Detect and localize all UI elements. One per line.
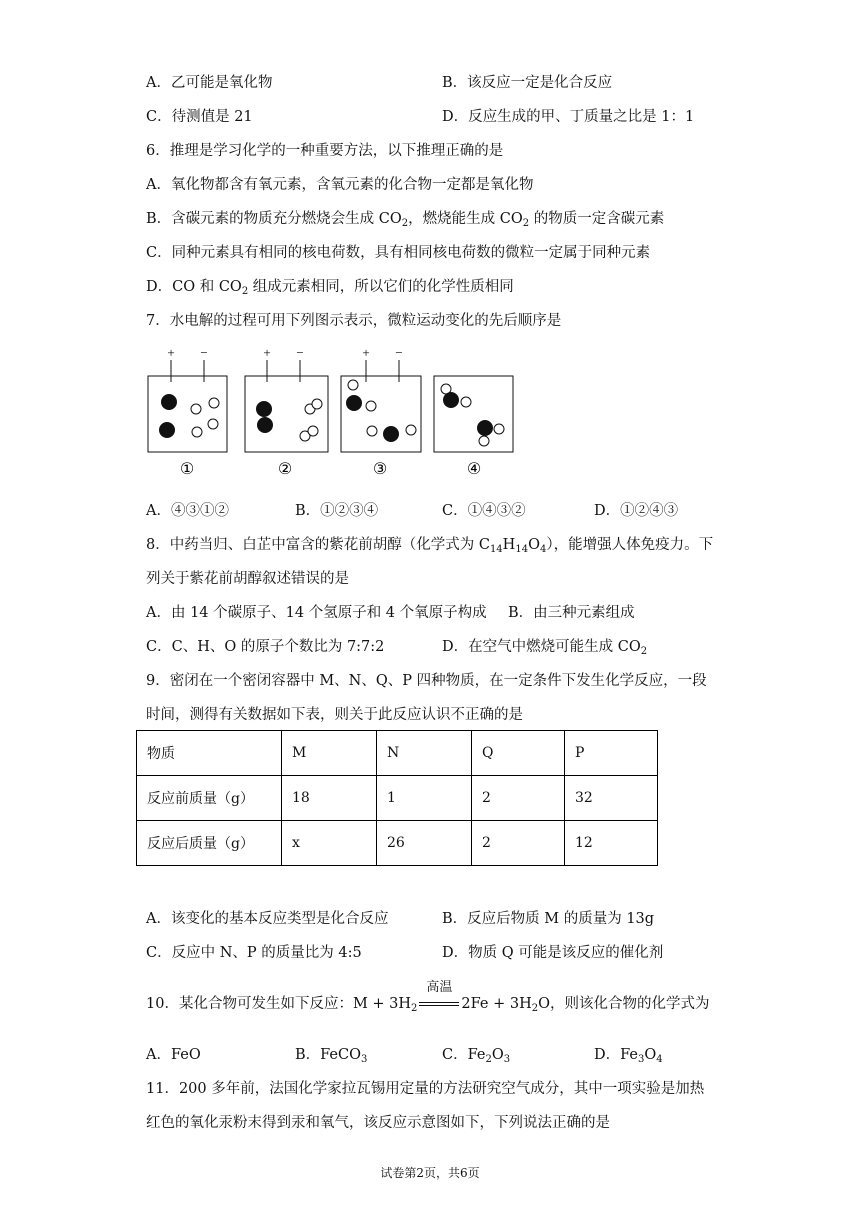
q10-option-a: A．FeO bbox=[146, 1047, 201, 1063]
oxygen-atom bbox=[477, 420, 493, 436]
hydrogen-atom bbox=[479, 436, 489, 446]
q6-option-a: A．氧化物都含有氧元素，含氧元素的化合物一定都是氧化物 bbox=[146, 177, 534, 193]
hydrogen-atom bbox=[406, 425, 416, 435]
table-row bbox=[137, 821, 658, 866]
q9-option-d: D．物质 Q 可能是该反应的催化剂 bbox=[442, 945, 664, 961]
q8-option-a: A．由 14 个碳原子、14 个氢原子和 4 个氧原子构成 bbox=[146, 605, 487, 621]
q8-option-b: B．由三种元素组成 bbox=[508, 605, 635, 621]
q10-option-b: B．FeCO$_3$ bbox=[295, 1047, 368, 1065]
q11-stem-line2: 红色的氧化汞粉末得到汞和氧气，该反应示意图如下，下列说法正确的是 bbox=[146, 1115, 610, 1131]
q6-option-b: B．含碳元素的物质充分燃烧会生成 $CO_2$，燃烧能生成 $CO_2$ 的物质一定含碳元素 bbox=[146, 211, 665, 229]
oxygen-atom bbox=[443, 392, 459, 408]
figure-label-4: ④ bbox=[466, 459, 482, 478]
q9-option-a: A．该变化的基本反应类型是化合反应 bbox=[146, 911, 389, 927]
q5-option-c: C．待测值是 21 bbox=[146, 109, 253, 125]
q7-option-a: A．④③①② bbox=[146, 503, 229, 519]
table-header-cell: M bbox=[282, 731, 377, 776]
q6-option-d: D．CO 和 $CO_2$ 组成元素相同，所以它们的化学性质相同 bbox=[146, 279, 514, 297]
electrolysis-box-3 bbox=[341, 345, 421, 452]
hydrogen-atom bbox=[192, 427, 202, 437]
electrolysis-box-4 bbox=[434, 376, 513, 452]
hydrogen-atom bbox=[312, 399, 322, 409]
table-cell: 32 bbox=[565, 776, 658, 821]
q5-option-d: D．反应生成的甲、丁质量之比是 1：1 bbox=[442, 109, 695, 125]
q9-stem-line2: 时间，测得有关数据如下表，则关于此反应认识不正确的是 bbox=[146, 707, 523, 723]
q7-option-b: B．①②③④ bbox=[295, 503, 379, 519]
table-header-cell: P bbox=[565, 731, 658, 776]
reaction-condition-label: 高温 bbox=[426, 980, 453, 995]
plus-sign: + bbox=[263, 345, 271, 360]
q10-option-d: D．$Fe_3O_4$ bbox=[594, 1047, 663, 1065]
q9-stem-line1: 9．密闭在一个密闭容器中 M、N、Q、P 四种物质，在一定条件下发生化学反应，一段 bbox=[146, 673, 707, 689]
hydrogen-atom bbox=[366, 401, 376, 411]
figure-label-3: ③ bbox=[372, 459, 388, 478]
hydrogen-atom bbox=[367, 426, 377, 436]
oxygen-atom bbox=[161, 394, 177, 410]
q9-option-b: B．反应后物质 M 的质量为 13g bbox=[442, 911, 655, 927]
q5-option-a: A．乙可能是氧化物 bbox=[146, 75, 273, 91]
reaction-condition bbox=[417, 980, 461, 1014]
table-cell: 2 bbox=[472, 821, 565, 866]
equals-bar bbox=[419, 1005, 459, 1006]
hydrogen-atom bbox=[208, 419, 218, 429]
hydrogen-atom bbox=[461, 397, 471, 407]
plus-sign: + bbox=[362, 345, 370, 360]
q9-data-table bbox=[136, 730, 658, 866]
equals-bar bbox=[419, 1002, 459, 1003]
q9-option-c: C．反应中 N、P 的质量比为 4:5 bbox=[146, 945, 362, 961]
q6-stem: 6．推理是学习化学的一种重要方法，以下推理正确的是 bbox=[146, 143, 504, 159]
table-row bbox=[137, 731, 658, 776]
oxygen-atom bbox=[256, 401, 272, 417]
q7-stem: 7．水电解的过程可用下列图示表示，微粒运动变化的先后顺序是 bbox=[146, 313, 562, 329]
table-cell: 1 bbox=[377, 776, 472, 821]
electrolysis-figure bbox=[140, 342, 540, 482]
table-cell: 26 bbox=[377, 821, 472, 866]
hydrogen-atom bbox=[494, 424, 504, 434]
q5-option-b: B．该反应一定是化合反应 bbox=[442, 75, 613, 91]
table-row bbox=[137, 776, 658, 821]
table-cell: 12 bbox=[565, 821, 658, 866]
minus-sign: − bbox=[200, 345, 208, 360]
table-cell: 反应后质量（g） bbox=[137, 821, 282, 866]
q8-stem-line1: 8．中药当归、白芷中富含的紫花前胡醇（化学式为 $C_{14}H_{14}O_4$），能增强人体免疫力。下 bbox=[146, 537, 714, 555]
plus-sign: + bbox=[167, 345, 175, 360]
page-footer: 试卷第2页，共6页 bbox=[380, 1166, 480, 1180]
q10-stem: 10．某化合物可发生如下反应：$M + 3H_2$ 高温 $2Fe + 3H_2O$，则该化合物的化学式为 bbox=[146, 980, 710, 1014]
table-cell: 反应前质量（g） bbox=[137, 776, 282, 821]
q7-option-d: D．①②④③ bbox=[594, 503, 679, 519]
table-header-cell: 物质 bbox=[137, 731, 282, 776]
table-cell: 18 bbox=[282, 776, 377, 821]
electrolysis-box-1 bbox=[148, 345, 227, 452]
figure-label-1: ① bbox=[179, 459, 195, 478]
minus-sign: − bbox=[395, 345, 403, 360]
q8-option-c: C．C、H、O 的原子个数比为 7:7:2 bbox=[146, 639, 385, 655]
oxygen-atom bbox=[346, 395, 362, 411]
hydrogen-atom bbox=[191, 404, 201, 414]
oxygen-atom bbox=[257, 417, 273, 433]
figure-label-2: ② bbox=[277, 459, 293, 478]
oxygen-atom bbox=[159, 422, 175, 438]
q6-option-c: C．同种元素具有相同的核电荷数，具有相同核电荷数的微粒一定属于同种元素 bbox=[146, 245, 651, 261]
table-header-cell: N bbox=[377, 731, 472, 776]
hydrogen-atom bbox=[348, 380, 358, 390]
minus-sign: − bbox=[296, 345, 304, 360]
hydrogen-atom bbox=[209, 398, 219, 408]
oxygen-atom bbox=[383, 426, 399, 442]
table-cell: 2 bbox=[472, 776, 565, 821]
table-cell: x bbox=[282, 821, 377, 866]
q10-option-c: C．$Fe_2O_3$ bbox=[442, 1047, 511, 1065]
q11-stem-line1: 11．200 多年前，法国化学家拉瓦锡用定量的方法研究空气成分，其中一项实验是加热 bbox=[146, 1081, 705, 1097]
table-header-cell: Q bbox=[472, 731, 565, 776]
q7-option-c: C．①④③② bbox=[442, 503, 526, 519]
q8-stem-line2: 列关于紫花前胡醇叙述错误的是 bbox=[146, 571, 349, 587]
hydrogen-atom bbox=[308, 426, 318, 436]
electrolysis-box-2 bbox=[245, 345, 328, 452]
q8-option-d: D．在空气中燃烧可能生成 $CO_2$ bbox=[442, 639, 648, 657]
